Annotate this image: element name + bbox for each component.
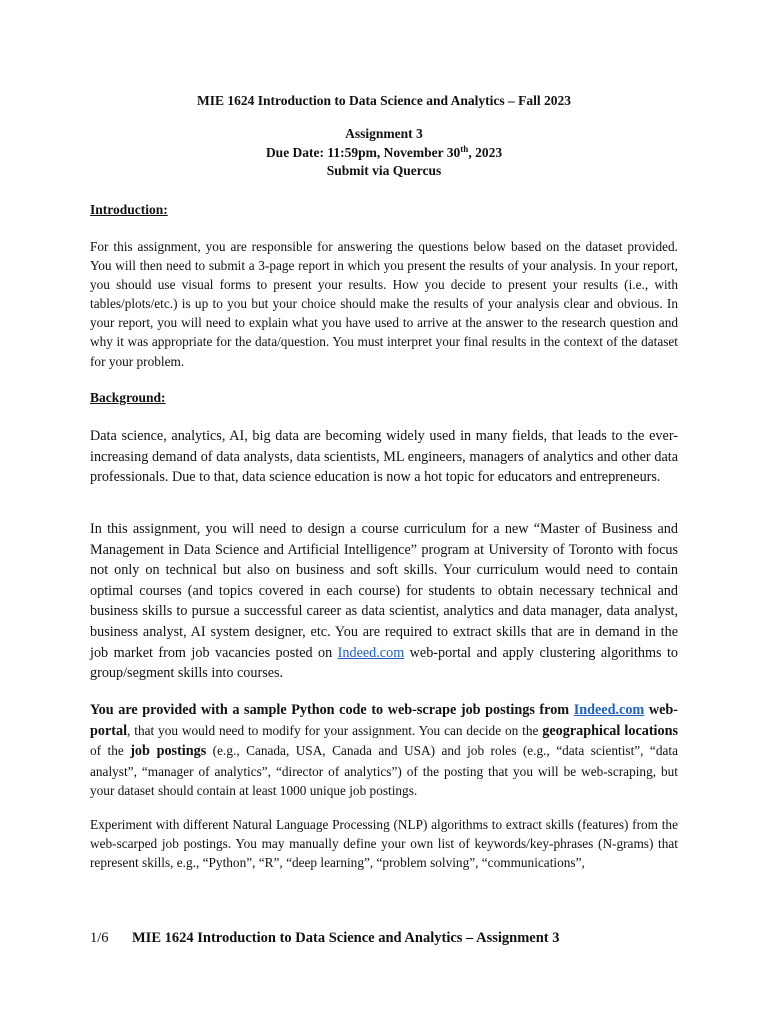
provided-text-3: (e.g., Canada, USA, Canada and USA) and job roles (e.g., “data scientist”, “data analyst”, “manager of analytics”, “director of analytics”) of the posting that you will be web-scraping, but your dataset should contain at least 1000 unique job postings. bbox=[90, 743, 678, 798]
experiment-paragraph: Experiment with different Natural Language Processing (NLP) algorithms to extract skills (features) from the web-scarped job postings. You may manually define your own list of keywords/key-phrases (N-grams) that represent skills, e.g., “Python”, “R”, “deep learning”, “problem solving”, “communications”, bbox=[90, 817, 678, 871]
provided-bold-text: You are provided with a sample Python code to web-scrape job postings from bbox=[90, 702, 574, 718]
provided-code-paragraph bbox=[90, 700, 678, 800]
indeed-link-bold[interactable]: Indeed.com bbox=[573, 702, 645, 718]
background-paragraph-2 bbox=[90, 519, 678, 684]
due-date-ordinal: th bbox=[460, 144, 469, 154]
page-footer bbox=[90, 930, 690, 947]
introduction-paragraph: For this assignment, you are responsible for answering the questions below based on the dataset provided. You will then need to submit a 3-page report in which you present the results of your analysis. In your report, you should use visual forms to present your results. How you decide to present your results (i.e., with tables/plots/etc.) is up to you but your choice should make the results of your analysis clear and obvious. In your report, you will need to explain what you have used to arrive at the answer to the research question and why it was appropriate for the data/question. You must interpret your final results in the context of the dataset for your problem. bbox=[90, 239, 678, 369]
footer-title: MIE 1624 Introduction to Data Science and Analytics – Assignment 3 bbox=[132, 930, 560, 946]
provided-text-1: , that you would need to modify for your assignment. You can decide on the bbox=[127, 722, 543, 738]
background-paragraph-1: Data science, analytics, AI, big data are becoming widely used in many fields, that leads to the ever-increasing demand of data analysts, data scientists, ML engineers, managers of analytics and other data professionals. Due to that, data science education is now a hot topic for educators and entrepreneurs. bbox=[90, 428, 678, 486]
background-paragraph-2-end: web-portal and apply clustering algorithms to group/segment skills into courses. bbox=[90, 644, 678, 682]
due-date-text: Due Date: 11:59pm, November 30 bbox=[265, 145, 461, 160]
background-heading: Background: bbox=[90, 390, 166, 405]
job-postings-bold: job postings bbox=[130, 743, 207, 760]
provided-bold-webportal: web-portal bbox=[90, 702, 678, 739]
background-paragraph-2-text: In this assignment, you will need to design a course curriculum for a new “Master of Business and Management in Data Science and Artificial Intelligence” program at University of Toronto with focus not only on technical but also on business and soft skills. Your curriculum would need to contain optimal courses (and topics covered in each course) for students to obtain necessary technical and business skills to pursue a successful career as data scientist, analytics and data manager, data analyst, business analyst, AI system designer, etc. You are required to extract skills that are in demand in the job market from job vacancies posted on bbox=[90, 521, 678, 661]
page-number: 1/6 bbox=[90, 930, 109, 946]
submit-instruction: Submit via Quercus bbox=[326, 163, 442, 178]
due-date bbox=[0, 145, 768, 161]
geographical-locations-bold: geographical locations bbox=[542, 722, 679, 739]
introduction-heading: Introduction: bbox=[90, 202, 168, 217]
course-title: MIE 1624 Introduction to Data Science and Analytics – Fall 2023 bbox=[196, 93, 571, 108]
indeed-link[interactable]: Indeed.com bbox=[337, 644, 405, 661]
provided-text-2: of the bbox=[90, 743, 131, 759]
assignment-title: Assignment 3 bbox=[345, 126, 423, 141]
due-date-year: , 2023 bbox=[468, 145, 503, 160]
